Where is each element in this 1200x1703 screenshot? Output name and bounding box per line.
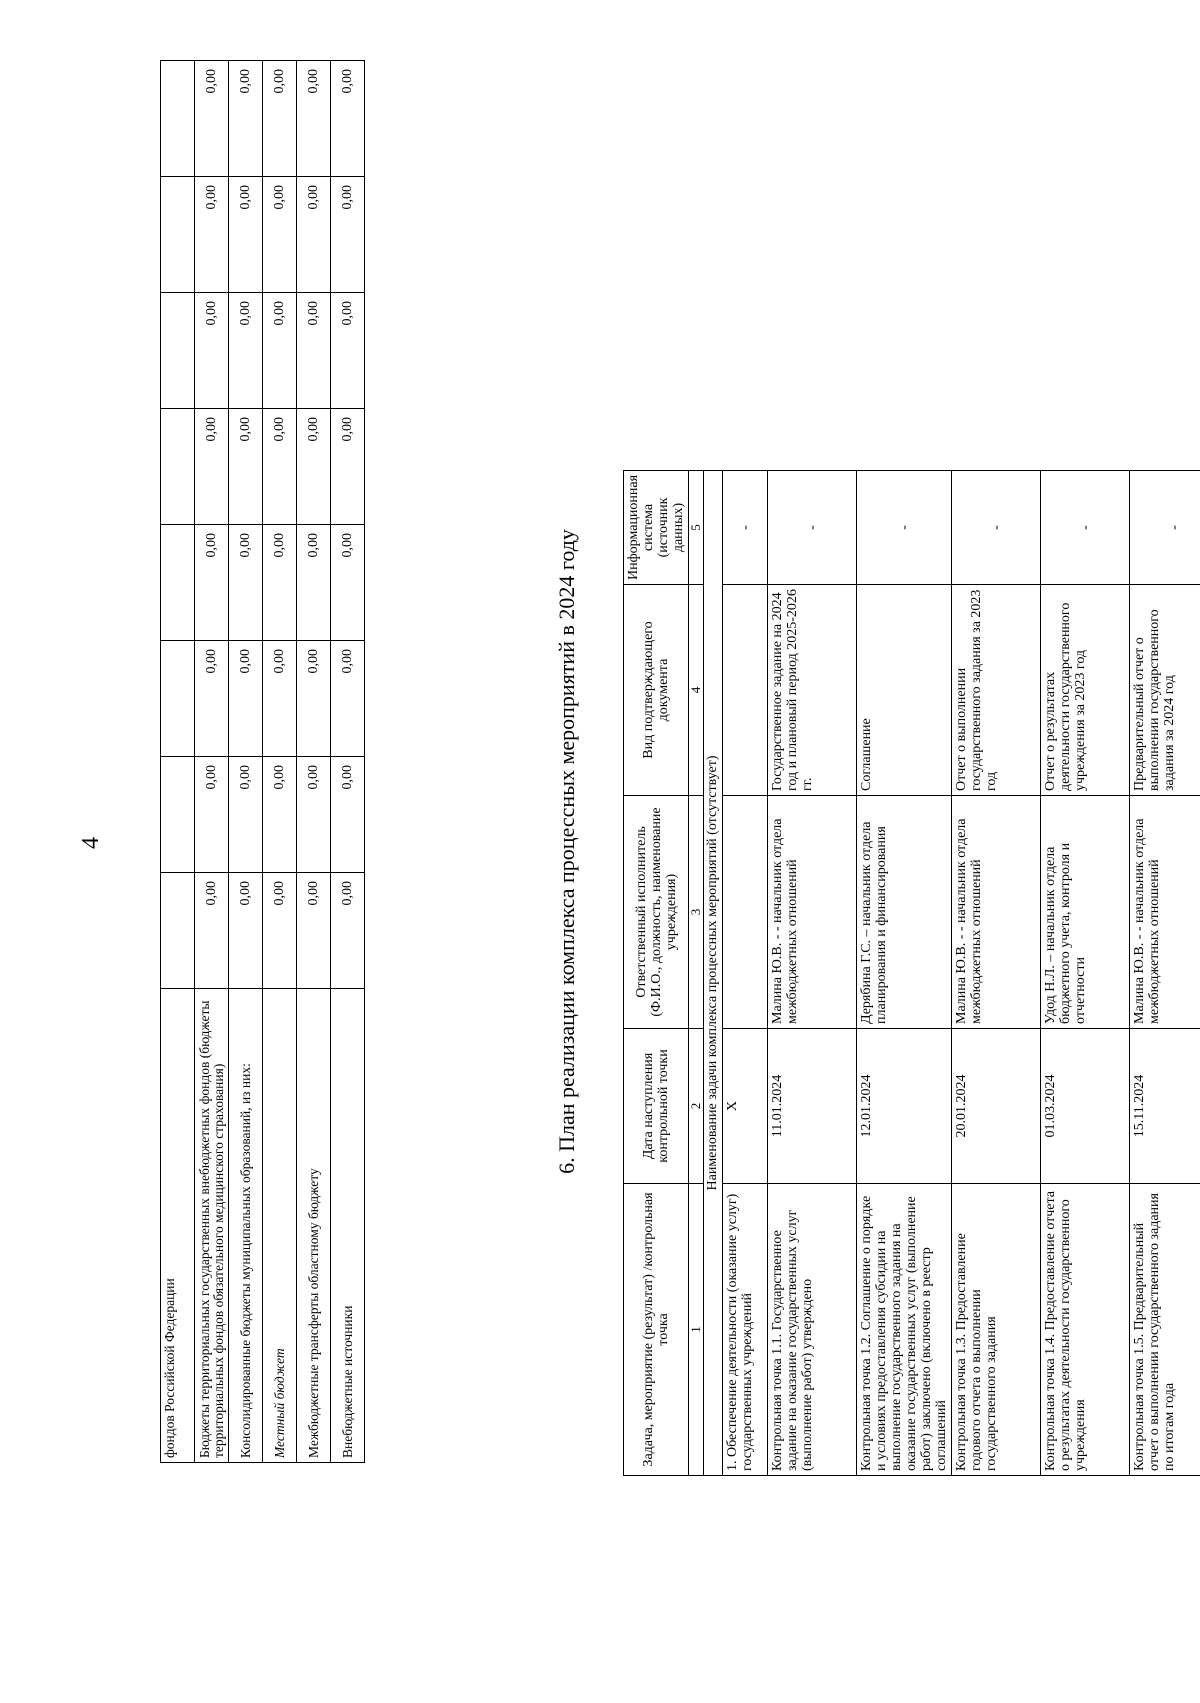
financing-value	[161, 873, 195, 989]
responsible-cell	[723, 796, 768, 1029]
financing-value	[161, 525, 195, 641]
financing-value: 0,00	[297, 177, 331, 293]
system-cell: -	[952, 470, 1041, 584]
financing-value: 0,00	[195, 525, 229, 641]
financing-value: 0,00	[263, 525, 297, 641]
document-cell: Предварительный отчет о выполнении государственного задания за 2024 год	[1130, 585, 1200, 796]
responsible-cell: Малина Ю.В. - - начальник отдела межбюджетных отношений	[768, 796, 857, 1029]
financing-value: 0,00	[263, 873, 297, 989]
header-system: Информационная система (источник данных)	[624, 470, 689, 584]
financing-value: 0,00	[263, 757, 297, 873]
financing-value: 0,00	[263, 409, 297, 525]
plan-row	[857, 470, 952, 1475]
column-number-row	[689, 470, 704, 1475]
task-cell: Контрольная точка 1.2. Соглашение о порядке и условиях предоставления субсидии на выполнение государственного задания на оказание государственных услуг (выполнение работ) заключено (включено в реестр соглашений	[857, 1184, 952, 1476]
financing-value: 0,00	[229, 757, 263, 873]
financing-value: 0,00	[297, 641, 331, 757]
plan-row	[952, 470, 1041, 1475]
financing-value: 0,00	[331, 525, 365, 641]
financing-table-body	[161, 61, 365, 1463]
financing-source-label: Бюджеты территориальных государственных внебюджетных фондов (бюджеты территориальных фондов обязательного медицинского страхования)	[195, 989, 229, 1463]
plan-header-row	[624, 470, 689, 1475]
financing-value: 0,00	[229, 641, 263, 757]
date-cell: 11.01.2024	[768, 1029, 857, 1184]
financing-row	[263, 61, 297, 1463]
financing-table	[160, 60, 365, 1463]
financing-value: 0,00	[263, 61, 297, 177]
column-number: 3	[689, 796, 704, 1029]
financing-value: 0,00	[331, 873, 365, 989]
financing-value: 0,00	[229, 525, 263, 641]
group-title: Наименование задачи комплекса процессных мероприятий (отсутствует)	[704, 470, 723, 1475]
financing-value: 0,00	[297, 757, 331, 873]
plan-row	[1041, 470, 1130, 1475]
financing-value	[161, 293, 195, 409]
financing-value: 0,00	[263, 641, 297, 757]
document-cell: Отчет о результатах деятельности государственного учреждения за 2023 год	[1041, 585, 1130, 796]
header-responsible: Ответственный исполнитель (Ф.И.О., должность, наименование учреждения)	[624, 796, 689, 1029]
financing-value: 0,00	[331, 409, 365, 525]
date-cell: 15.11.2024	[1130, 1029, 1200, 1184]
system-cell: -	[768, 470, 857, 584]
financing-value: 0,00	[195, 177, 229, 293]
plan-table	[623, 470, 1200, 1476]
financing-value	[161, 61, 195, 177]
date-cell: 12.01.2024	[857, 1029, 952, 1184]
financing-row	[161, 61, 195, 1463]
financing-value: 0,00	[195, 61, 229, 177]
financing-value: 0,00	[195, 757, 229, 873]
financing-value: 0,00	[229, 61, 263, 177]
financing-value: 0,00	[263, 177, 297, 293]
document-cell: Государственное задание на 2024 год и плановый период 2025-2026 гг.	[768, 585, 857, 796]
financing-source-label: Внебюджетные источники	[331, 989, 365, 1463]
task-cell: Контрольная точка 1.1. Государственное задание на оказание государственных услуг (выполнение работ) утверждено	[768, 1184, 857, 1476]
column-number: 5	[689, 470, 704, 584]
financing-value: 0,00	[331, 61, 365, 177]
task-cell: Контрольная точка 1.4. Предоставление отчета о результатах деятельности государственного учреждения	[1041, 1184, 1130, 1476]
financing-value	[161, 177, 195, 293]
financing-value	[161, 409, 195, 525]
task-cell: 1. Обеспечение деятельности (оказание услуг) государственных учреждений	[723, 1184, 768, 1476]
system-cell: -	[1041, 470, 1130, 584]
group-title-row	[704, 470, 723, 1475]
column-number: 1	[689, 1184, 704, 1476]
financing-source-label: Межбюджетные трансферты областному бюджету	[297, 989, 331, 1463]
financing-row	[195, 61, 229, 1463]
plan-row	[768, 470, 857, 1475]
responsible-cell: Малина Ю.В. - - начальник отдела межбюджетных отношений	[1130, 796, 1200, 1029]
system-cell: -	[723, 470, 768, 584]
financing-value: 0,00	[297, 61, 331, 177]
date-cell: Х	[723, 1029, 768, 1184]
responsible-cell: Дерябина Г.С. – начальник отдела планирования и финансирования	[857, 796, 952, 1029]
financing-row	[331, 61, 365, 1463]
document-cell: Соглашение	[857, 585, 952, 796]
financing-value	[161, 757, 195, 873]
financing-value: 0,00	[195, 641, 229, 757]
plan-row	[723, 470, 768, 1475]
financing-row	[229, 61, 263, 1463]
financing-value	[161, 641, 195, 757]
system-cell: -	[857, 470, 952, 584]
financing-row	[297, 61, 331, 1463]
financing-value: 0,00	[195, 409, 229, 525]
document-cell	[723, 585, 768, 796]
date-cell: 20.01.2024	[952, 1029, 1041, 1184]
financing-value: 0,00	[331, 293, 365, 409]
column-number: 4	[689, 585, 704, 796]
header-document: Вид подтверждающего документа	[624, 585, 689, 796]
financing-source-label: Консолидированные бюджеты муниципальных образований, из них:	[229, 989, 263, 1463]
task-cell: Контрольная точка 1.3. Предоставление годового отчета о выполнении государственного задания	[952, 1184, 1041, 1476]
financing-value: 0,00	[297, 525, 331, 641]
financing-source-label: фондов Российской Федерации	[161, 989, 195, 1463]
document-cell: Отчет о выполнении государственного задания за 2023 год	[952, 585, 1041, 796]
financing-value: 0,00	[331, 177, 365, 293]
financing-value: 0,00	[229, 873, 263, 989]
financing-value: 0,00	[331, 757, 365, 873]
financing-value: 0,00	[263, 293, 297, 409]
financing-value: 0,00	[331, 641, 365, 757]
header-date: Дата наступления контрольной точки	[624, 1029, 689, 1184]
system-cell: -	[1130, 470, 1200, 584]
column-number: 2	[689, 1029, 704, 1184]
financing-value: 0,00	[297, 409, 331, 525]
financing-value: 0,00	[229, 409, 263, 525]
header-task: Задача, мероприятие (результат) /контрольная точка	[624, 1184, 689, 1476]
plan-row	[1130, 470, 1200, 1475]
financing-value: 0,00	[195, 873, 229, 989]
financing-value: 0,00	[229, 177, 263, 293]
financing-source-label: Местный бюджет	[263, 989, 297, 1463]
task-cell: Контрольная точка 1.5. Предварительный отчет о выполнении государственного задания по итогам года	[1130, 1184, 1200, 1476]
responsible-cell: Удод Н.Л. – начальник отдела бюджетного учета, контроля и отчетности	[1041, 796, 1130, 1029]
financing-value: 0,00	[229, 293, 263, 409]
responsible-cell: Малина Ю.В. - - начальник отдела межбюджетных отношений	[952, 796, 1041, 1029]
financing-value: 0,00	[195, 293, 229, 409]
financing-value: 0,00	[297, 293, 331, 409]
section-title: 6. План реализации комплекса процессных мероприятий в 2024 году	[554, 529, 579, 1174]
plan-table-body	[723, 470, 1200, 1475]
page-number: 4	[78, 837, 104, 849]
financing-value: 0,00	[297, 873, 331, 989]
date-cell: 01.03.2024	[1041, 1029, 1130, 1184]
